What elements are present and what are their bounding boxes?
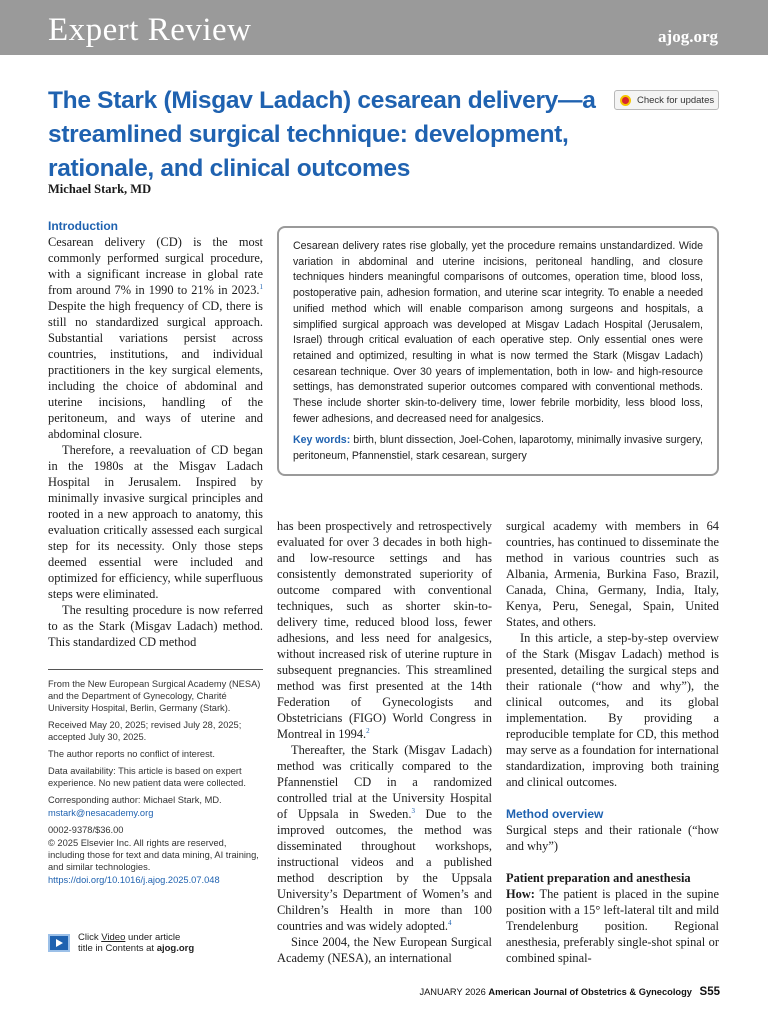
doi-link[interactable]: https://doi.org/10.1016/j.ajog.2025.07.048	[48, 875, 220, 885]
journal-name: American Journal of Obstetrics & Gynecology	[488, 987, 692, 997]
keywords-list: birth, blunt dissection, Joel-Cohen, laparotomy, minimally invasive surgery, peritoneum, Pfannenstiel, stark cesarean, surgery	[293, 434, 703, 463]
right-column	[506, 518, 719, 966]
section-title: Expert Review	[48, 12, 252, 48]
conflict-statement: The author reports no conflict of interest.	[48, 749, 215, 759]
check-updates-button[interactable]	[614, 90, 719, 110]
how-text: The patient is placed in the supine position with a 15° left-lateral tilt and mild Trendelenburg position. Regional anesthesia, preferably single-shot spinal or combined spinal-	[506, 887, 719, 965]
intro-p1-text-cont: Despite the high frequency of CD, there is still no standardized surgical approach. Substantial variations persist across countries, institutions, and individual practitioners in the key surgical elements, including the choice of abdominal and uterine incisions, handling of the peritoneum, and ways of uterine and abdominal closure.	[48, 299, 263, 441]
author-name: Michael Stark, MD	[48, 182, 152, 196]
keywords-label: Key words:	[293, 434, 351, 447]
video-text-pre: Click	[78, 932, 102, 943]
received-dates: Received May 20, 2025; revised July 28, 2025; accepted July 30, 2025.	[48, 720, 242, 742]
video-text	[78, 932, 194, 954]
site-link[interactable]: ajog.org	[658, 27, 718, 46]
video-text-line2: title in Contents at	[78, 943, 157, 954]
article-title: The Stark (Misgav Ladach) cesarean delivery—a streamlined surgical technique: development, rationale, and clinical outcomes	[48, 87, 596, 182]
page-footer	[419, 986, 720, 998]
right-paragraph-2: In this article, a step-by-step overview of the Stark (Misgav Ladach) method is presented, detailing the surgical steps and their rationale (“how and why”), the clinical outcomes, and its global implementation. By providing a reproducible template for CD, this method may serve as a foundation for international standardization, improving both training and clinical outcomes.	[506, 631, 719, 789]
journal-banner	[0, 0, 768, 55]
check-updates-label: Check for updates	[637, 94, 715, 106]
intro-paragraph-2: Therefore, a reevaluation of CD began in the 1980s at the Misgav Ladach Hospital in Jerusalem. Inspired by minimally invasive surgical principles and rooted in a new approach to anatomy, this evaluation critically assessed each surgical step for its necessity. Only those steps deemed essential were included and optimized for efficiency, while superfluous steps were eliminated.	[48, 443, 263, 601]
intro-p1-text: Cesarean delivery (CD) is the most commonly performed surgical procedure, with a significant increase in global rate from around 7% in 1990 to 21% in 2023.	[48, 235, 263, 297]
patient-prep-paragraph	[506, 886, 719, 966]
issue-date: JANUARY 2026	[419, 987, 486, 997]
article-footnotes	[48, 678, 263, 891]
video-icon	[48, 934, 70, 952]
middle-paragraph-1	[277, 518, 492, 742]
method-overview-subtitle: Surgical steps and their rationale (“how and why”)	[506, 823, 719, 853]
middle-column	[277, 518, 492, 966]
middle-p1-text: has been prospectively and retrospectively evaluated for over 3 decades in both high- and low-resource settings and has consistently demonstrated superiority of outcome compared with conventional techniques, such as shorter skin-to-delivery time, reduced blood loss, fewer adhesions, and less need for analgesics, without increased risk of uterine rupture in subsequent pregnancies. This streamlined method was first presented at the 14th Federation of Gynecologists and Obstetricians (FIGO) World Congress in Montreal in 1994.	[277, 519, 492, 741]
keywords	[293, 433, 703, 464]
middle-p2-text: Thereafter, the Stark (Misgav Ladach) method was critically compared to the Pfannenstiel CD in a randomized controlled trial at the University Hospital of Uppsala in Sweden.	[277, 743, 492, 821]
middle-paragraph-2	[277, 742, 492, 934]
ref-3[interactable]: 3	[411, 806, 415, 815]
affiliation: From the New European Surgical Academy (NESA) and the Department of Gynecology, Charité University Hospital, Berlin, Germany (Stark).	[48, 679, 261, 713]
right-paragraph-1: surgical academy with members in 64 countries, has continued to disseminate the method in various countries such as Albania, Armenia, Burkina Faso, Brazil, Canada, China, Germany, India, Italy, Kenya, Peru, Senegal, Spain, United States, and others.	[506, 519, 719, 629]
intro-paragraph-3: The resulting procedure is now referred to as the Stark (Misgav Ladach) method. This standardized CD method	[48, 603, 263, 649]
middle-paragraph-3: Since 2004, the New European Surgical Academy (NESA), an international	[277, 935, 492, 965]
video-notice[interactable]	[48, 932, 248, 958]
how-label: How:	[506, 887, 535, 901]
intro-paragraph-1	[48, 234, 263, 442]
ref-2[interactable]: 2	[366, 726, 370, 735]
crossmark-icon	[620, 95, 631, 106]
video-site[interactable]: ajog.org	[156, 943, 195, 954]
video-text-mid: under article	[125, 932, 181, 943]
middle-p2-text-cont: Due to the improved outcomes, the method was disseminated throughout workshops, instructional videos and a published method description by the Uppsala University’s Department of Women’s and Children’s Health in more than 100 countries and was widely adopted.	[277, 807, 492, 933]
page-number: S55	[699, 986, 720, 998]
abstract-text: Cesarean delivery rates rise globally, yet the procedure remains unstandardized. Wide variation in abdominal and uterine incisions, peritoneal handling, and closure techniques hinders meaningful comparisons of outcomes, operation time, blood loss, postoperative pain, adhesion formation, and uterine scar integrity. To enable a needed unified method which will enable comparison among surgeons and hospitals, a simplified surgical approach was developed at Misgav Ladach Hospital (Jerusalem, Israel) through critical evaluation of each operative step. Only essential ones were retained and optimized, resulting in what is now termed the Stark (Misgav Ladach) cesarean technique. Over 30 years of implementation, both in low- and high-resource settings, has demonstrated superior outcomes compared with conventional methods. These include shorter skin-to-delivery time, lower febrile morbidity, less blood loss, fewer adhesions, and decreased need for analgesics.	[293, 240, 703, 425]
left-column	[48, 218, 263, 650]
ref-4[interactable]: 4	[448, 918, 452, 927]
issn: 0002-9378/$36.00	[48, 825, 124, 835]
ref-1[interactable]: 1	[259, 282, 263, 291]
patient-prep-heading: Patient preparation and anesthesia	[506, 871, 691, 885]
footnote-divider	[48, 669, 263, 670]
copyright: © 2025 Elsevier Inc. All rights are reserved, including those for text and data mining, AI training, and similar technologies.	[48, 838, 259, 872]
data-availability: Data availability: This article is based on expert experience. No new patient data were collected.	[48, 766, 246, 788]
abstract-box	[277, 226, 719, 476]
intro-heading: Introduction	[48, 219, 118, 233]
corresponding-author: Corresponding author: Michael Stark, MD.	[48, 795, 222, 805]
method-overview-heading: Method overview	[506, 807, 604, 821]
video-link[interactable]: Video	[101, 932, 126, 943]
author-email[interactable]: mstark@nesacademy.org	[48, 808, 154, 818]
